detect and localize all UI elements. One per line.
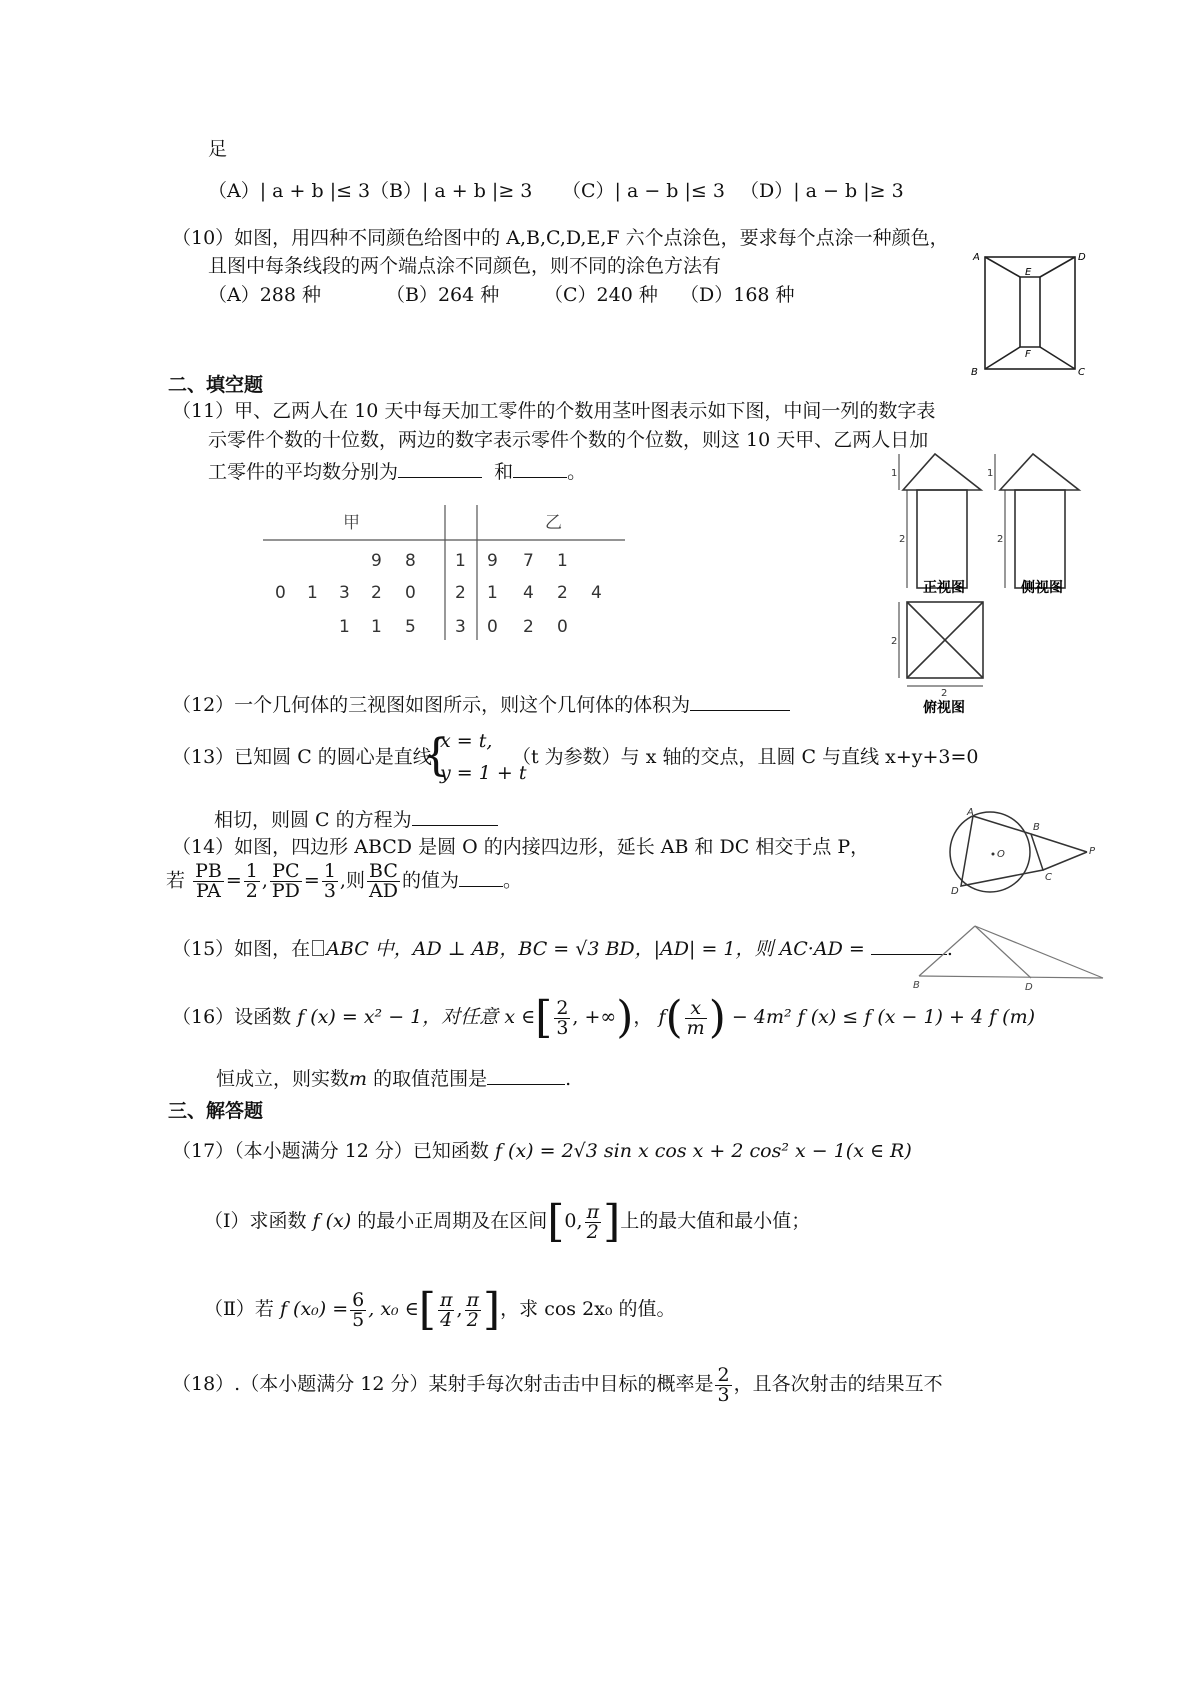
leaf-left: 2 (371, 583, 382, 603)
right-bracket: ] (483, 1284, 501, 1335)
q9-option-d: （D）| a − b |≥ 3 (740, 180, 904, 202)
q9-option-a: （A）| a + b |≤ 3 (208, 180, 371, 202)
q14-end: 。 (502, 869, 522, 892)
q13-post: （t 为参数）与 x 轴的交点，且圆 C 与直线 x+y+3=0 (512, 746, 979, 768)
q16-end: . (565, 1068, 572, 1090)
q12-blank (690, 690, 790, 711)
q17-part2: （Ⅱ）若 f (x₀) = $\frac{6}{5}$ , x₀ ∈[ $\frac{\pi}{4}$ , $\frac{\pi}{2}$ ]，求 cos 2x₀ 的值。 (204, 1284, 676, 1335)
top-view-label: 俯视图 (923, 700, 965, 716)
q17-bn: π (466, 1288, 479, 1311)
q14-v1d: 2 (245, 880, 258, 902)
q14-if: 若 (166, 869, 186, 892)
q16-m: m (349, 1068, 368, 1090)
side-dim-1: 1 (987, 468, 994, 479)
q17-p2c: ，求 cos 2x₀ 的值。 (500, 1298, 676, 1320)
q13-line2-text: 相切，则圆 C 的方程为 (214, 809, 412, 831)
q14-v2n: 1 (323, 860, 336, 882)
q11-line3-and: 和 (494, 461, 514, 483)
side-dim-2: 2 (997, 534, 1004, 545)
q16-line2b: 的取值范围是 (373, 1068, 488, 1090)
q16-rtail: , +∞ (572, 1006, 617, 1028)
front-view-label: 正视图 (923, 580, 965, 596)
leaf-right: 4 (591, 583, 602, 603)
stem: 3 (455, 617, 466, 637)
q10-option-d: （D）168 种 (680, 284, 795, 306)
right-paren: ) (708, 992, 726, 1043)
right-bracket: ] (603, 1196, 621, 1247)
q18-pn: 2 (717, 1363, 730, 1386)
q10-label-e: E (1025, 267, 1032, 278)
stem-leaf-table (255, 500, 635, 650)
q14-label-c: C (1045, 872, 1052, 883)
q17-p1a: （Ⅰ）求函数 (204, 1210, 307, 1232)
q16-line2-text: 恒成立，则实数 (216, 1068, 350, 1090)
q17-pin: π (586, 1200, 600, 1223)
q14-label-o: O (997, 849, 1005, 860)
q10-line1: （10）如图，用四种不同颜色给图中的 A,B,C,D,E,F 六个点涂色，要求每个点涂一种颜色， (172, 227, 949, 249)
q17-p1f: f (x) (312, 1210, 352, 1232)
side-view-label: 侧视图 (1021, 580, 1063, 596)
stem: 1 (455, 551, 466, 571)
q10-label-f: F (1025, 349, 1031, 360)
leaf-left: 1 (339, 617, 350, 637)
q9-option-b: （B）| a + b |≥ 3 (370, 180, 533, 202)
q14-v1n: 1 (245, 860, 258, 882)
leaf-right: 0 (487, 617, 498, 637)
section-solve-title: 三、解答题 (168, 1100, 264, 1122)
q17-vn: 6 (352, 1288, 365, 1311)
top-dim-2: 2 (941, 688, 948, 699)
q15-triangle-figure (915, 920, 1105, 992)
q14-line2: 若 $\frac{PB}{PA}$ = $\frac{1}{2}$ , $\frac{PC}{PD}$ = $\frac{1}{3}$ ,则 $\frac{BC}{AD}$ 的值为 。 (166, 860, 522, 902)
q16-pre: （16）设函数 (172, 1006, 292, 1028)
q16-line2 (216, 1064, 571, 1092)
q17-ad: 4 (440, 1308, 453, 1331)
right-paren: ) (616, 992, 634, 1043)
q14-circle-figure (935, 807, 1100, 897)
q9-tail: 足 (208, 138, 228, 160)
stem-leaf-right-header: 乙 (545, 513, 562, 533)
three-views-figure (885, 440, 1095, 720)
q9-option-c: （C）| a − b |≤ 3 (562, 180, 725, 202)
left-paren: ( (665, 992, 683, 1043)
q17-p1c: 上的最大值和最小值； (620, 1210, 811, 1232)
q17-pid: 2 (586, 1220, 599, 1243)
leaf-left: 0 (275, 583, 286, 603)
q14-label-b: B (1033, 822, 1040, 833)
q18-tail: ，且各次射击的结果互不 (733, 1373, 943, 1395)
q18-head: （18）.（本小题满分 12 分）某射手每次射击击中目标的概率是 (172, 1373, 714, 1395)
q14-blank (459, 866, 503, 887)
triangle-box-icon (312, 940, 324, 956)
leaf-right: 1 (487, 583, 498, 603)
q13-line2 (214, 805, 498, 833)
q17-an: π (439, 1288, 453, 1311)
q16-rn: 2 (556, 996, 569, 1019)
q14-label-d: D (951, 886, 959, 897)
q16-rd: 3 (556, 1016, 569, 1039)
leaf-right: 2 (523, 617, 534, 637)
q10-option-c: （C）240 种 (544, 284, 658, 306)
leaf-left: 8 (405, 551, 416, 571)
q15-label-d: D (1025, 982, 1033, 993)
q11-blank-2 (513, 457, 567, 478)
q14-then: ,则 (339, 869, 365, 892)
q11-line3-end: 。 (567, 461, 587, 483)
leaf-left: 9 (371, 551, 382, 571)
q15-end: . (946, 938, 953, 960)
q14-pb: PB (195, 860, 222, 882)
q10-line2: 且图中每条线段的两个端点涂不同颜色，则不同的涂色方法有 (208, 255, 722, 277)
q10-figure (965, 245, 1095, 380)
q17-part1 (204, 1196, 811, 1247)
q14-pc: PC (270, 862, 302, 882)
leaf-right: 0 (557, 617, 568, 637)
q15-line (172, 934, 953, 962)
q14-ad: AD (368, 880, 398, 902)
front-dim-1: 1 (891, 468, 898, 479)
q17-p1b: 的最小正周期及在区间 (357, 1210, 548, 1232)
q12-text: （12）一个几何体的三视图如图所示，则这个几何体的体积为 (172, 694, 691, 716)
leaf-right: 7 (523, 551, 534, 571)
stem: 2 (455, 583, 466, 603)
q17-function: f (x) = 2√3 sin x cos x + 2 cos² x − 1(x ∈ R) (494, 1140, 912, 1162)
q18-pd: 3 (717, 1383, 730, 1406)
q16-f: f (658, 1006, 666, 1028)
q10-label-a: A (973, 252, 980, 263)
q13-eq1: x = t, (440, 730, 493, 752)
q14-label-p: P (1089, 846, 1096, 857)
q11-line1: （11）甲、乙两人在 10 天中每天加工零件的个数用茎叶图表示如下图，中间一列的数字表 (172, 400, 936, 422)
leaf-right: 9 (487, 551, 498, 571)
top-dim-1: 2 (891, 636, 898, 647)
q16-xd: m (686, 1016, 705, 1039)
q10-label-b: B (971, 367, 978, 378)
leaf-left: 1 (307, 583, 318, 603)
q10-option-a: （A）288 种 (208, 284, 322, 306)
q11-line3 (208, 457, 586, 485)
q16-blank (487, 1064, 565, 1085)
q14-tail: 的值为 (401, 869, 459, 892)
leaf-left: 0 (405, 583, 416, 603)
q14-bc: BC (367, 862, 400, 882)
leaf-left: 3 (339, 583, 350, 603)
q16-inequality: − 4m² f (x) ≤ f (x − 1) + 4 f (m) (731, 1006, 1035, 1028)
q17-p2a: （Ⅱ）若 (204, 1298, 274, 1320)
stem-leaf-left-header: 甲 (343, 513, 360, 533)
q13-brace: { (422, 730, 450, 781)
q11-blank-1 (398, 457, 482, 478)
leaf-left: 1 (371, 617, 382, 637)
q16-range: x ∈ (504, 1006, 536, 1028)
q18-line (172, 1364, 943, 1405)
q15-label-b: B (913, 980, 920, 991)
q17-vd: 5 (352, 1308, 365, 1331)
left-bracket: [ (547, 1196, 565, 1247)
leaf-right: 1 (557, 551, 568, 571)
q14-pd: PD (271, 880, 300, 902)
q13-blank (412, 805, 498, 826)
q10-label-c: C (1078, 367, 1085, 378)
leaf-right: 2 (557, 583, 568, 603)
q14-v2d: 3 (323, 880, 336, 902)
q14-label-a: A (967, 807, 974, 818)
q16-line1: （16）设函数 f (x) = x² − 1，对任意 x ∈[ $\frac{2}{3}$ , +∞)， f( $\frac{x}{m}$ ) − 4m² f (x) ≤ f (x − 1) + 4 f (m) (172, 992, 1035, 1043)
leaf-right: 4 (523, 583, 534, 603)
front-dim-2: 2 (899, 534, 906, 545)
q11-line3-text: 工零件的平均数分别为 (208, 461, 399, 483)
q17-p1z: 0, (564, 1210, 583, 1232)
q17-head (172, 1138, 912, 1164)
q16-xn: x (685, 999, 707, 1019)
q11-line2: 示零件个数的十位数，两边的数字表示零件个数的个位数，则这 10 天甲、乙两人日加 (208, 429, 929, 451)
q13-pre: （13）已知圆 C 的圆心是直线 (172, 746, 432, 768)
q14-pa: PA (196, 880, 221, 902)
q17-p2b: , x₀ ∈ (368, 1298, 419, 1320)
left-bracket: [ (418, 1284, 436, 1335)
q15-body: ABC 中，AD ⊥ AB，BC = √3 BD，|AD| = 1，则 AC·AD = (326, 938, 865, 960)
q15-pre: （15）如图，在 (172, 938, 311, 960)
q17-p2f: f (x₀) = (279, 1298, 349, 1320)
q13-eq2: y = 1 + t (440, 762, 527, 784)
q14-line1: （14）如图，四边形 ABCD 是圆 O 的内接四边形，延长 AB 和 DC 相交于点 P， (172, 836, 870, 858)
q17-bd: 2 (466, 1308, 479, 1331)
section-fill-in-title: 二、填空题 (168, 374, 264, 396)
left-bracket: [ (535, 992, 553, 1043)
q12-line (172, 690, 790, 718)
q16-function: f (x) = x² − 1，对任意 (297, 1006, 499, 1028)
q10-option-b: （B）264 种 (386, 284, 500, 306)
leaf-left: 5 (405, 617, 416, 637)
q17-head-text: （17）（本小题满分 12 分）已知函数 (172, 1140, 489, 1162)
q10-label-d: D (1078, 252, 1086, 263)
